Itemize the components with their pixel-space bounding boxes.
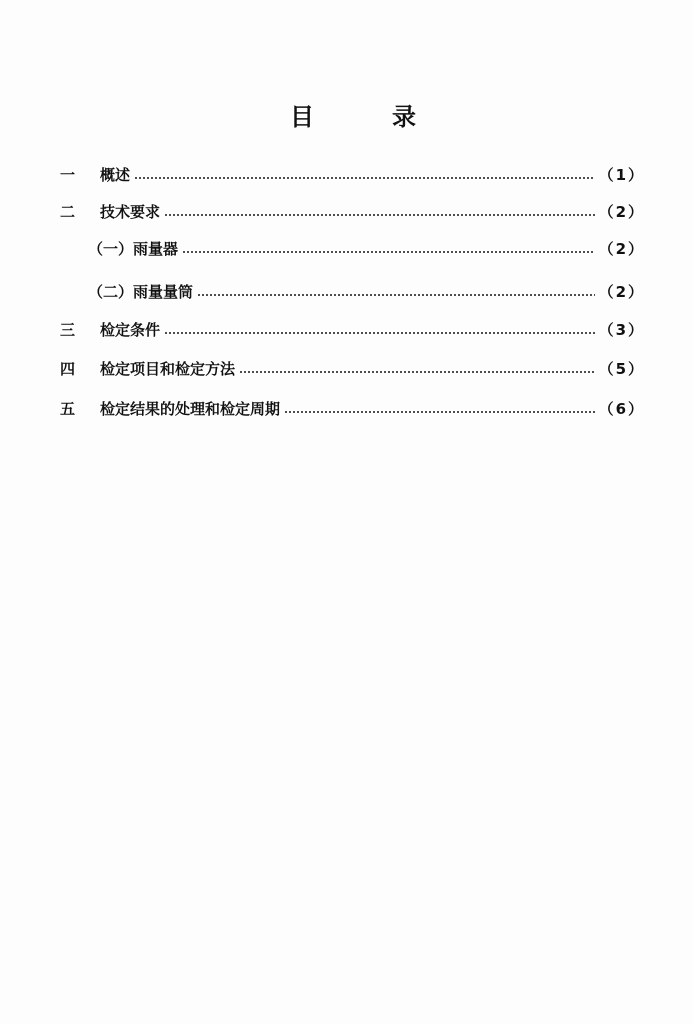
toc-dot-leader [182,251,595,253]
toc-dot-leader [134,177,595,179]
toc-subentry-title: （一）雨量器 [88,239,179,258]
toc-dot-leader [239,371,595,373]
toc-entry[interactable] [60,396,645,420]
toc-entry[interactable] [60,199,645,223]
toc-entry[interactable] [60,317,645,341]
toc-dot-leader [164,214,595,216]
toc-entry-title: 检定结果的处理和检定周期 [100,399,281,418]
page-title [0,100,693,134]
toc-entry-page: （6） [598,399,645,418]
toc-entry-title: 概述 [100,165,131,184]
toc-entry-title: 检定条件 [100,320,161,339]
toc-dot-leader [164,332,595,334]
toc-entry-page: （2） [598,282,645,301]
toc-entry[interactable] [60,162,645,186]
toc-entry-page: （5） [598,359,645,378]
toc-entry-number: 三 [60,320,76,339]
title-char-2: 录 [392,103,416,131]
toc-subentry[interactable] [88,279,645,303]
toc-dot-leader [284,411,595,413]
toc-subentry-title: （二）雨量量筒 [88,282,194,301]
toc-entry-page: （2） [598,239,645,258]
toc-entry-page: （3） [598,320,645,339]
toc-entry-number: 五 [60,399,76,418]
toc-entry-number: 一 [60,165,76,184]
toc-entry-page: （1） [598,165,645,184]
toc-entry-title: 检定项目和检定方法 [100,359,236,378]
title-char-1: 目 [290,103,314,131]
toc-entry-number: 二 [60,202,76,221]
toc-entry-page: （2） [598,202,645,221]
toc-entry[interactable] [60,356,645,380]
toc-entry-title: 技术要求 [100,202,161,221]
toc-subentry[interactable] [88,236,645,260]
toc-dot-leader [197,294,595,296]
toc-entry-number: 四 [60,359,76,378]
